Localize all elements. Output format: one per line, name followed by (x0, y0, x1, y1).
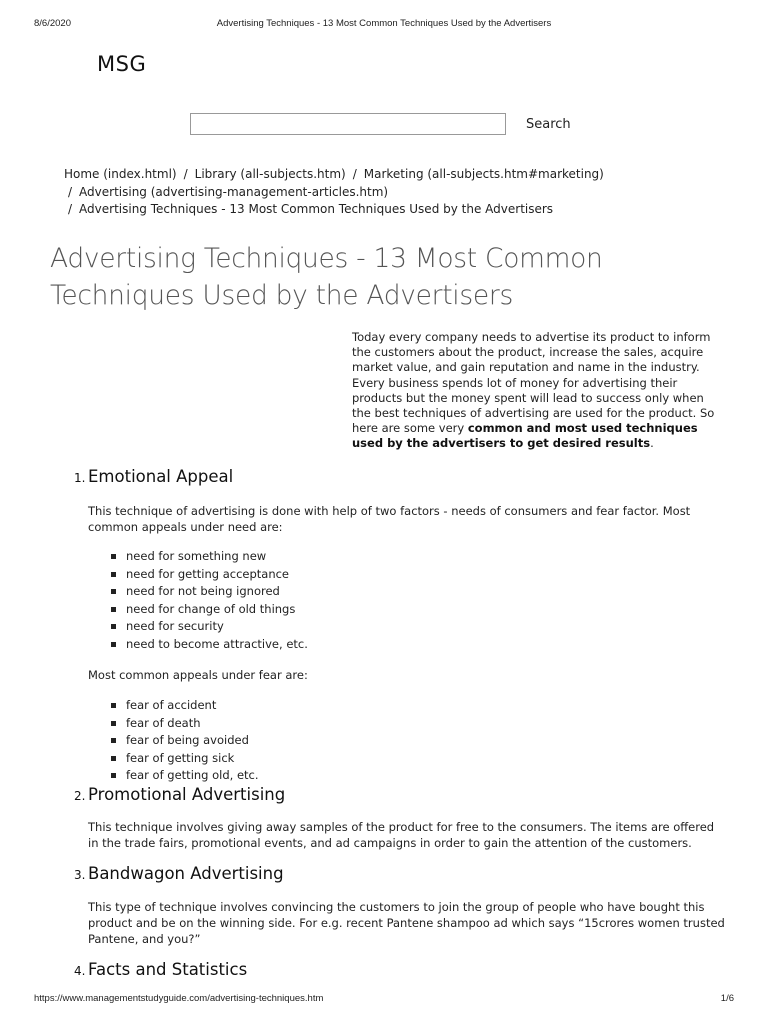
section-heading-promotional-advertising (74, 784, 285, 807)
page-title (50, 240, 710, 314)
list-item: need for not being ignored (110, 583, 308, 601)
section-number: 3. (74, 868, 86, 882)
section-title: Bandwagon Advertising (88, 864, 284, 883)
breadcrumb-separator: / (352, 167, 357, 181)
section-heading-bandwagon-advertising (74, 863, 284, 886)
section-title: Emotional Appeal (88, 467, 234, 486)
print-date: 8/6/2020 (34, 18, 71, 29)
page-title-line2: Techniques Used by the Advertisers (50, 280, 513, 311)
section-number: 4. (74, 964, 86, 978)
intro-paragraph (352, 330, 724, 452)
list-item: fear of getting sick (110, 750, 259, 768)
section-number: 1. (74, 471, 86, 485)
section-number: 2. (74, 789, 86, 803)
section-paragraph: This technique of advertising is done with help of two factors - needs of consumers and fear factor. Most common appeals under need are: (88, 504, 691, 534)
print-page-number: 1/6 (720, 993, 734, 1004)
breadcrumb-home[interactable]: Home (index.html) (64, 167, 177, 181)
list-item: need to become attractive, etc. (110, 636, 308, 654)
section-title: Facts and Statistics (88, 960, 248, 979)
intro-text: Today every company needs to advertise its product to inform the customers about the product, increase the sales, acquire market value, and gain reputation and name in the industry. Every business spends lot of money for advertising their products but the money spent will lead to success only when the best techniques of advertising are used for the product. So here are some very (352, 330, 715, 436)
breadcrumb-library[interactable]: Library (all-subjects.htm) (194, 167, 346, 181)
search-input[interactable] (190, 113, 506, 135)
section-heading-emotional-appeal (74, 466, 233, 489)
list-item: fear of being avoided (110, 732, 259, 750)
breadcrumb-marketing[interactable]: Marketing (all-subjects.htm#marketing) (363, 167, 604, 181)
section-title: Promotional Advertising (88, 785, 286, 804)
list-item: need for security (110, 618, 308, 636)
section-paragraph: This technique involves giving away samples of the product for free to the consumers. The items are offered in the trade fairs, promotional events, and ad campaigns in order to gain the attention of the customers. (88, 820, 715, 850)
breadcrumb-current: Advertising Techniques - 13 Most Common Techniques Used by the Advertisers (79, 202, 554, 216)
fear-appeals-list (110, 697, 259, 785)
breadcrumb (64, 166, 744, 219)
breadcrumb-advertising[interactable]: Advertising (advertising-management-articles.htm) (79, 184, 389, 199)
site-logo[interactable]: MSG (97, 52, 147, 76)
list-item: fear of accident (110, 697, 259, 715)
breadcrumb-separator: / (68, 184, 73, 199)
search-button[interactable]: Search (520, 114, 577, 134)
intro-end: . (650, 436, 654, 451)
print-url: https://www.managementstudyguide.com/advertising-techniques.htm (34, 993, 324, 1004)
need-appeals-list (110, 548, 308, 653)
list-item: need for something new (110, 548, 308, 566)
print-document-title: Advertising Techniques - 13 Most Common Techniques Used by the Advertisers (216, 18, 552, 29)
section-paragraph: Most common appeals under fear are: (88, 668, 308, 682)
breadcrumb-separator: / (183, 167, 188, 181)
page-title-line1: Advertising Techniques - 13 Most Common (50, 243, 603, 274)
list-item: fear of getting old, etc. (110, 767, 259, 785)
section-heading-facts-and-statistics (74, 959, 247, 982)
section-paragraph: This type of technique involves convincing the customers to join the group of people who have bought this product and be on the winning side. For e.g. recent Pantene shampoo ad which says “15crores women trusted Pantene, and you?” (88, 900, 725, 946)
breadcrumb-separator: / (68, 202, 73, 216)
list-item: need for change of old things (110, 601, 308, 619)
list-item: fear of death (110, 715, 259, 733)
intro-bold-text: common and most used techniques used by the advertisers to get desired results (352, 421, 698, 451)
list-item: need for getting acceptance (110, 566, 308, 584)
